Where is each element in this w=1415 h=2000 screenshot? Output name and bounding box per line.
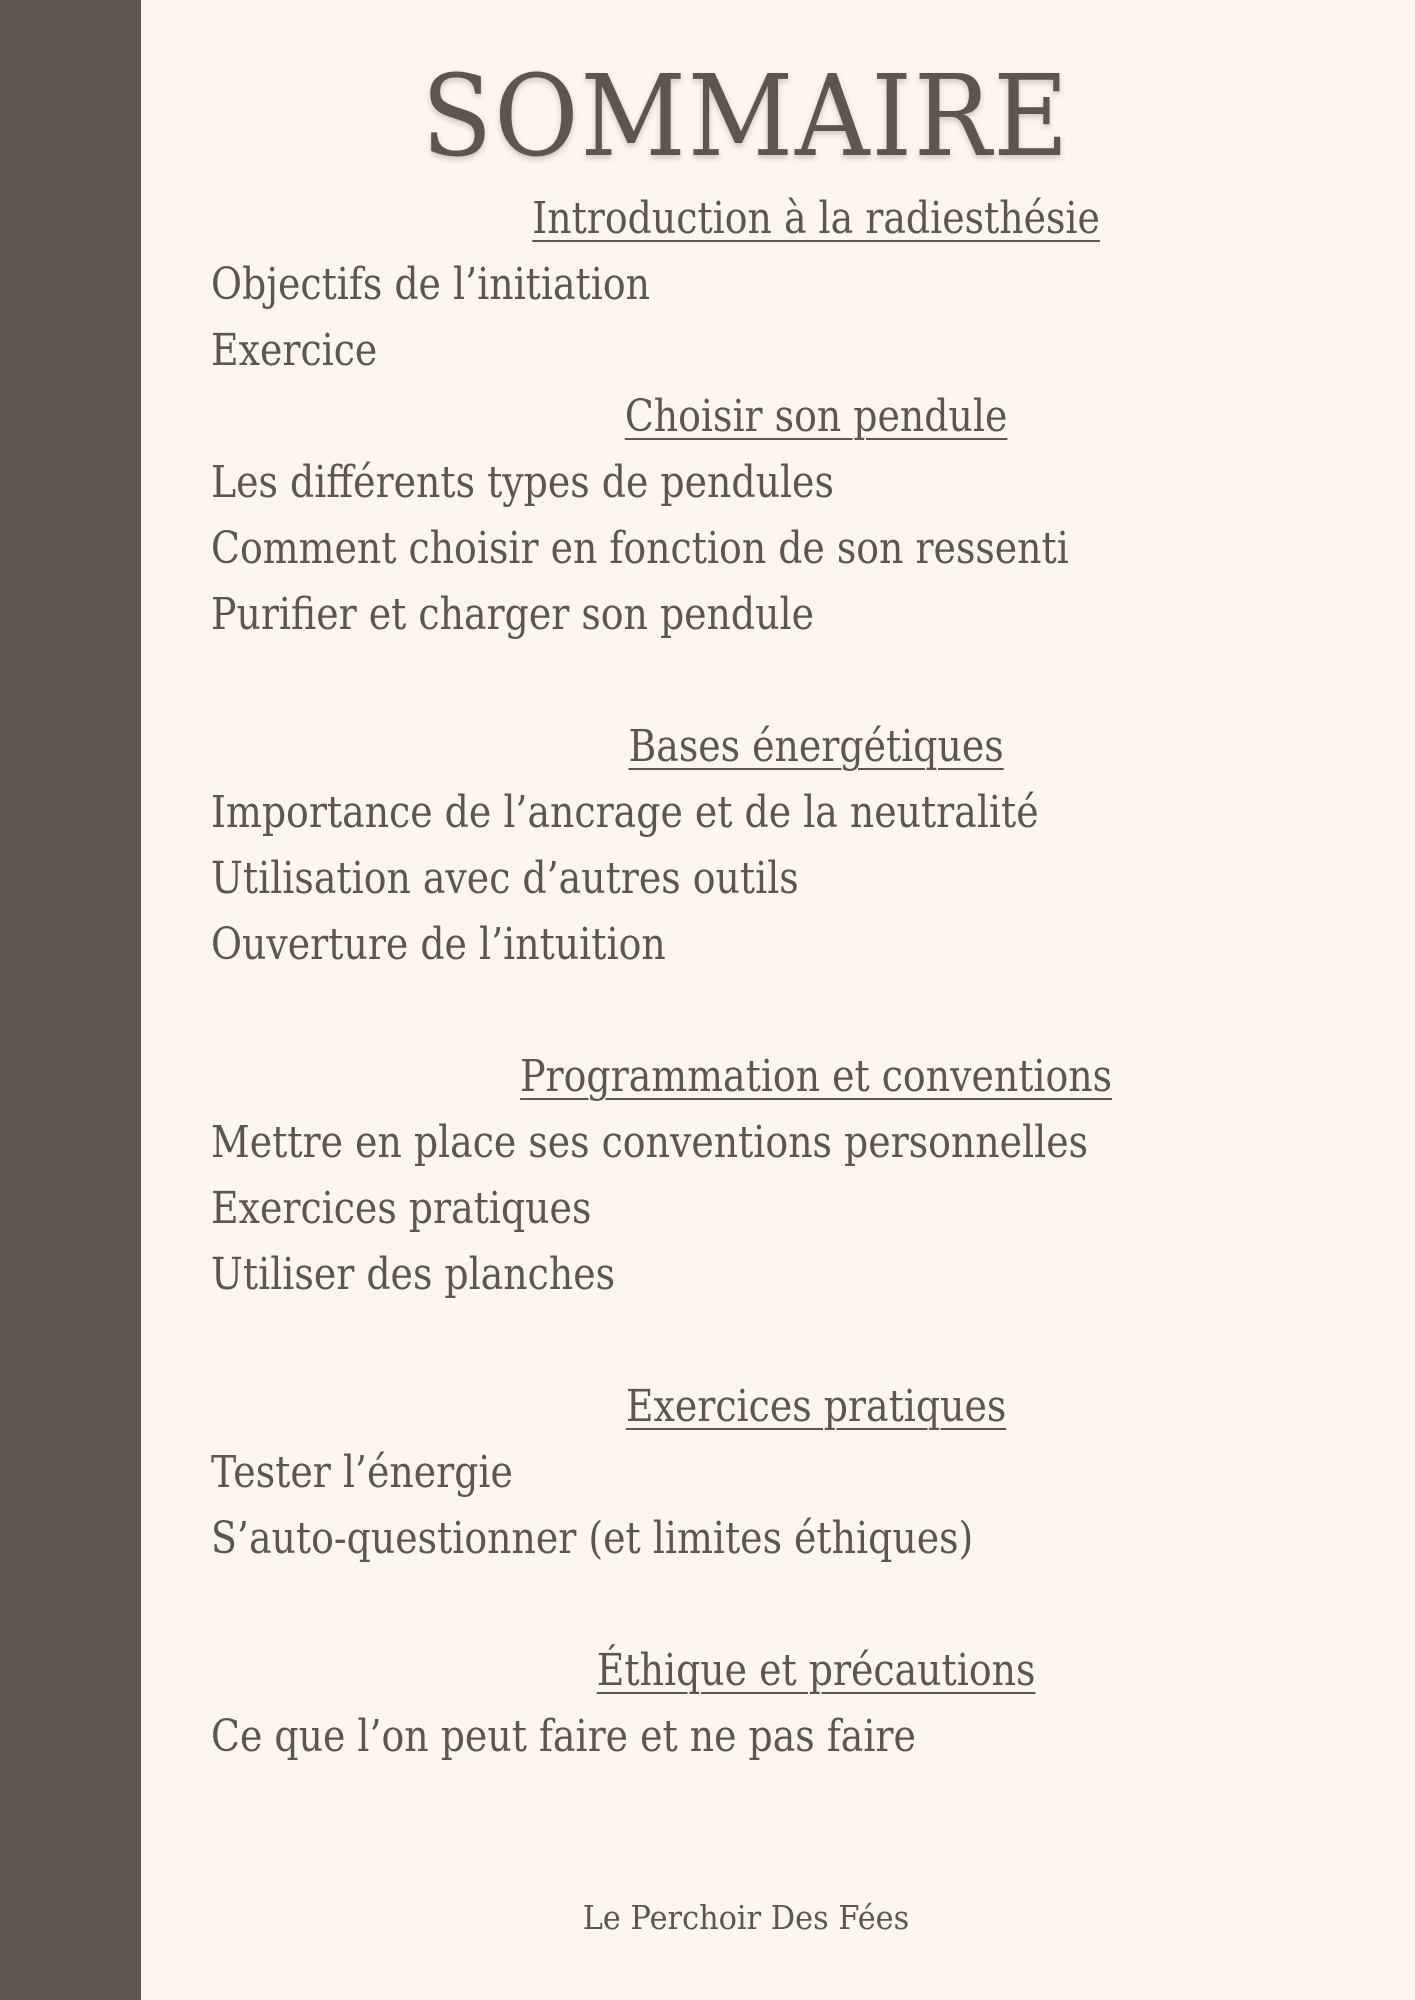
section-heading: Bases énergétiques (628, 721, 1004, 772)
section-heading: Programmation et conventions (520, 1051, 1113, 1102)
toc-item: Purifier et charger son pendule (211, 589, 815, 640)
toc-item: Exercices pratiques (211, 1183, 592, 1234)
section-spacer (211, 648, 1361, 714)
toc-section-bases-energetiques (211, 714, 1361, 1044)
toc-item: Utiliser des planches (211, 1249, 616, 1300)
toc-item: Objectifs de l’initiation (211, 259, 651, 310)
page (141, 0, 1415, 2000)
section-items (211, 780, 1361, 978)
side-band (0, 0, 141, 2000)
section-items (211, 252, 1361, 384)
toc-item: Utilisation avec d’autres outils (211, 853, 799, 904)
section-heading: Introduction à la radiesthésie (532, 193, 1100, 244)
section-spacer (211, 1572, 1361, 1638)
footer-brand: Le Perchoir Des Fées (582, 1898, 910, 1937)
toc-item: Comment choisir en fonction de son ressenti (211, 523, 1069, 574)
section-items (211, 1110, 1361, 1308)
toc-item: Importance de l’ancrage et de la neutralité (211, 787, 1039, 838)
section-heading: Éthique et précautions (596, 1645, 1036, 1696)
toc-item: Ouverture de l’intuition (211, 919, 666, 970)
toc-item: Exercice (211, 325, 378, 376)
section-heading: Exercices pratiques (625, 1381, 1007, 1432)
toc-item: Les différents types de pendules (211, 457, 834, 508)
toc-section-programmation (211, 1044, 1361, 1374)
toc-item: Ce que l’on peut faire et ne pas faire (211, 1711, 916, 1762)
section-items (211, 1440, 1361, 1572)
toc-item: S’auto-questionner (et limites éthiques) (211, 1513, 974, 1564)
section-items (211, 450, 1361, 648)
toc-section-introduction (211, 186, 1361, 384)
section-items (211, 1704, 1361, 1770)
section-heading: Choisir son pendule (624, 391, 1008, 442)
toc-item: Tester l’énergie (211, 1447, 513, 1498)
toc-section-choisir-pendule (211, 384, 1361, 714)
section-spacer (211, 978, 1361, 1044)
section-spacer (211, 1308, 1361, 1374)
toc-section-exercices-pratiques (211, 1374, 1361, 1638)
table-of-contents (211, 186, 1361, 1770)
toc-item: Mettre en place ses conventions personnelles (211, 1117, 1089, 1168)
toc-section-ethique (211, 1638, 1361, 1770)
page-title: SOMMAIRE (421, 52, 1071, 182)
